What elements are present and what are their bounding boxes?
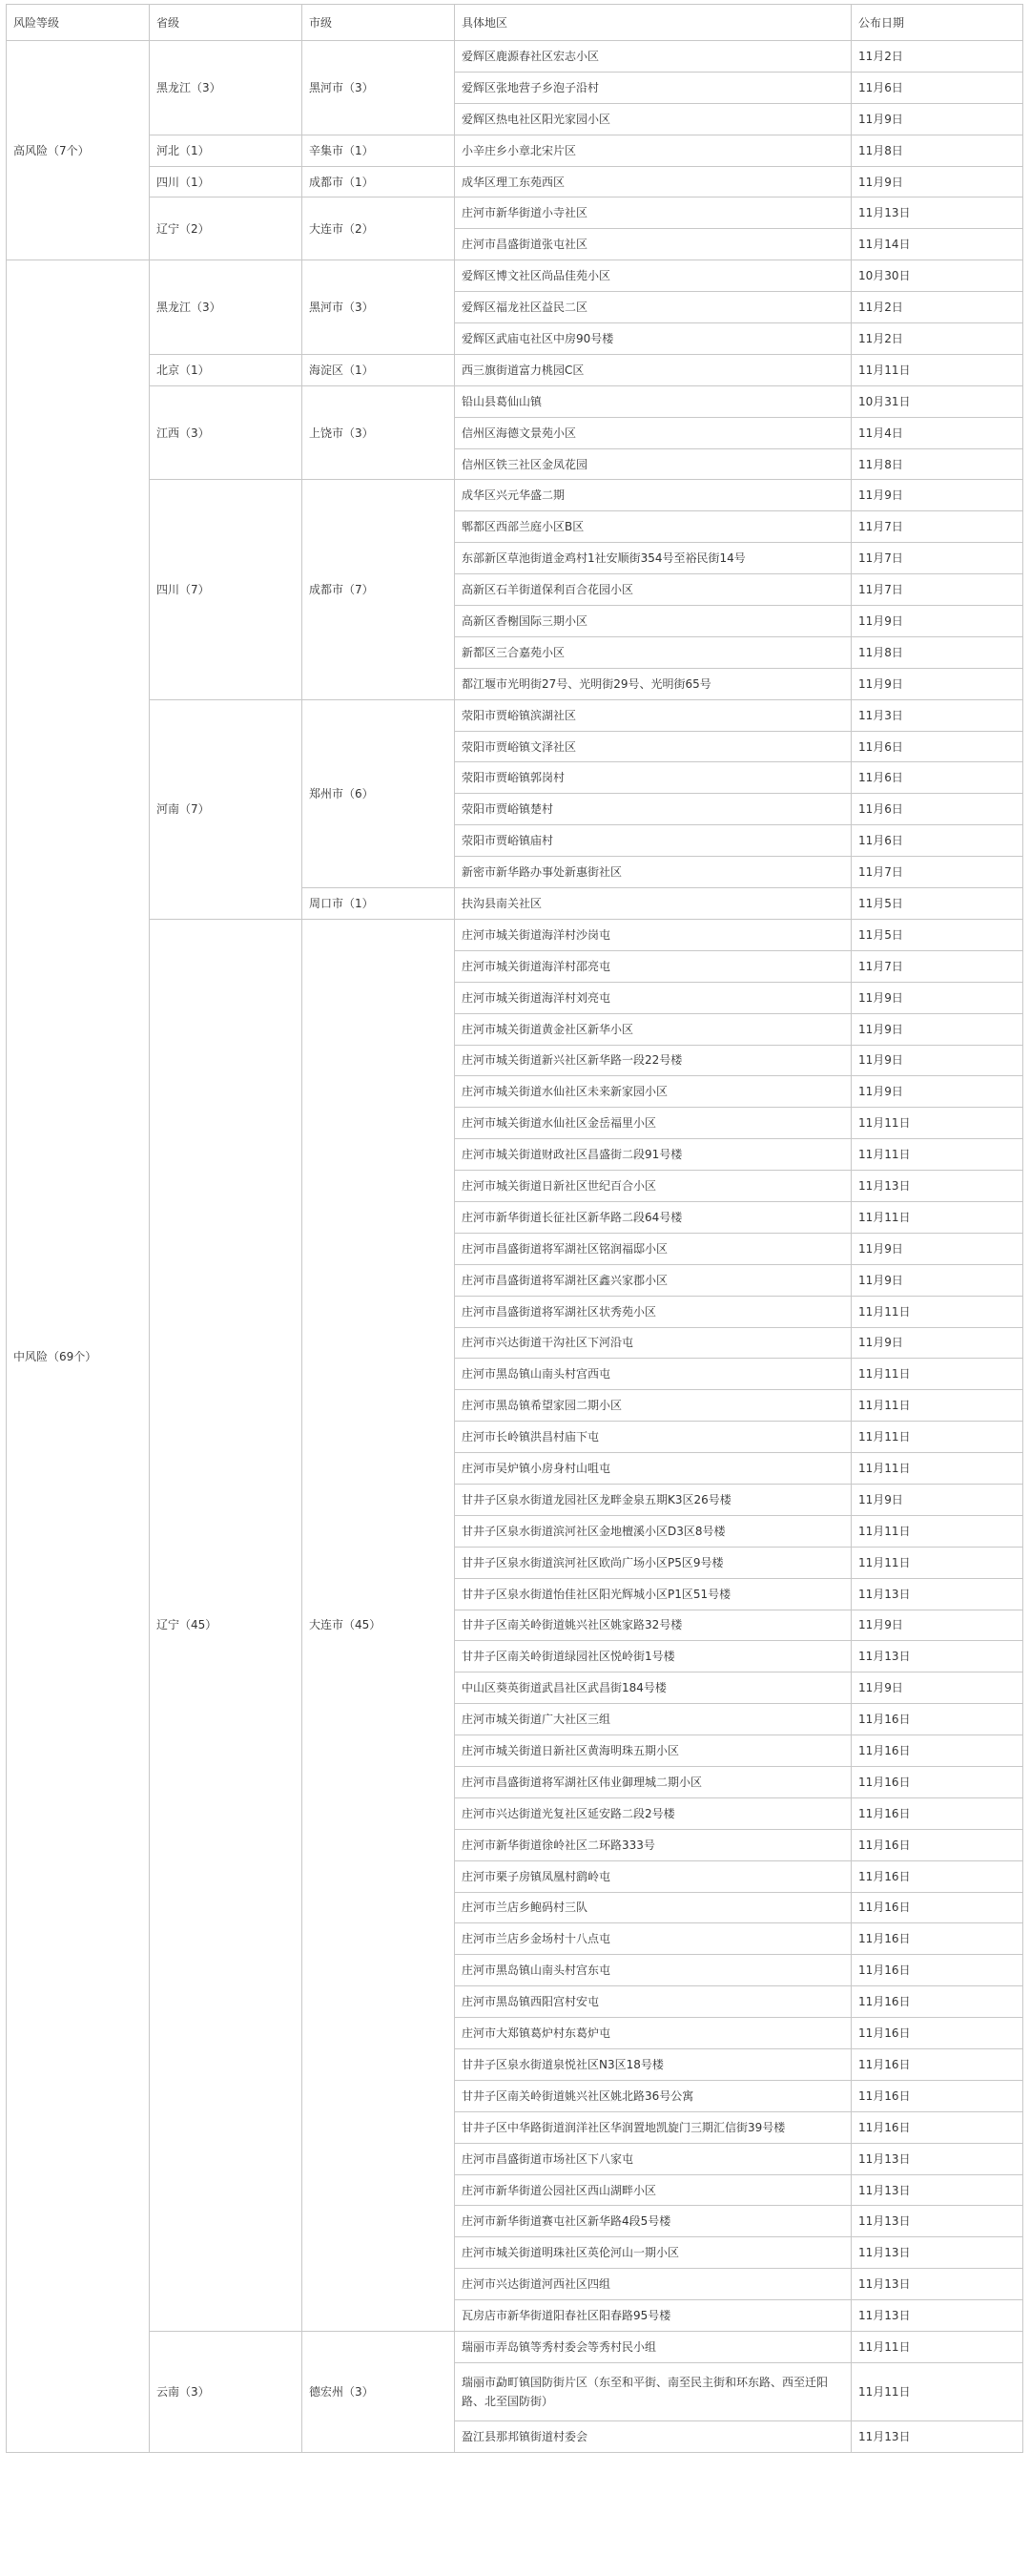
table-row (7, 385, 1023, 417)
area-cell: 西三旗街道富力桃园C区 (455, 354, 852, 385)
area-cell: 庄河市城关街道海洋村刘亮屯 (455, 982, 852, 1013)
date-cell: 11月16日 (852, 1829, 1023, 1860)
area-cell: 高新区香榭国际三期小区 (455, 606, 852, 637)
city-cell: 大连市（45） (302, 919, 455, 2331)
table-row (7, 480, 1023, 511)
city-cell: 黑河市（3） (302, 260, 455, 355)
header-date: 公布日期 (852, 5, 1023, 41)
date-cell: 11月16日 (852, 1892, 1023, 1923)
date-cell: 11月9日 (852, 606, 1023, 637)
date-cell: 11月11日 (852, 1108, 1023, 1139)
area-cell: 扶沟县南关社区 (455, 888, 852, 920)
area-cell: 爱辉区武庙屯社区中房90号楼 (455, 323, 852, 355)
date-cell: 11月11日 (852, 1547, 1023, 1578)
area-cell: 甘井子区泉水街道怡佳社区阳光辉城小区P1区51号楼 (455, 1578, 852, 1610)
date-cell: 11月16日 (852, 2049, 1023, 2081)
date-cell: 11月7日 (852, 857, 1023, 888)
area-cell: 庄河市城关街道广大社区三组 (455, 1704, 852, 1735)
date-cell: 11月13日 (852, 1641, 1023, 1672)
area-cell: 荥阳市贾峪镇楚村 (455, 794, 852, 825)
date-cell: 11月9日 (852, 668, 1023, 699)
area-cell: 庄河市昌盛街道将军湖社区鑫兴家郡小区 (455, 1264, 852, 1296)
table-row (7, 260, 1023, 292)
area-cell: 庄河市黑岛镇山南头村宫东屯 (455, 1955, 852, 1986)
area-cell: 都江堰市光明街27号、光明街29号、光明街65号 (455, 668, 852, 699)
area-cell: 荥阳市贾峪镇文泽社区 (455, 731, 852, 762)
date-cell: 11月11日 (852, 1515, 1023, 1547)
province-cell: 云南（3） (150, 2332, 302, 2453)
area-cell: 庄河市黑岛镇山南头村宫西屯 (455, 1359, 852, 1390)
area-cell: 庄河市城关街道水仙社区未来新家园小区 (455, 1076, 852, 1108)
area-cell: 庄河市城关街道日新社区黄海明珠五期小区 (455, 1735, 852, 1767)
area-cell: 庄河市新华街道长征社区新华路二段64号楼 (455, 1201, 852, 1233)
date-cell: 11月7日 (852, 543, 1023, 574)
date-cell: 11月11日 (852, 2332, 1023, 2363)
area-cell: 中山区葵英街道武昌社区武昌街184号楼 (455, 1672, 852, 1704)
area-cell: 庄河市栗子房镇凤凰村鹞岭屯 (455, 1860, 852, 1892)
date-cell: 10月31日 (852, 385, 1023, 417)
city-cell: 德宏州（3） (302, 2332, 455, 2453)
date-cell: 11月16日 (852, 1986, 1023, 2018)
date-cell: 11月13日 (852, 1578, 1023, 1610)
date-cell: 11月9日 (852, 480, 1023, 511)
area-cell: 甘井子区泉水街道滨河社区金地檀溪小区D3区8号楼 (455, 1515, 852, 1547)
area-cell: 庄河市昌盛街道将军湖社区状秀苑小区 (455, 1296, 852, 1327)
area-cell: 盈江县那邦镇街道村委会 (455, 2420, 852, 2452)
date-cell: 11月11日 (852, 1453, 1023, 1485)
date-cell: 11月5日 (852, 888, 1023, 920)
table-row (7, 166, 1023, 197)
header-city: 市级 (302, 5, 455, 41)
date-cell: 11月9日 (852, 982, 1023, 1013)
date-cell: 11月7日 (852, 950, 1023, 982)
date-cell: 11月13日 (852, 2420, 1023, 2452)
area-cell: 庄河市新华街道公园社区西山湖畔小区 (455, 2174, 852, 2206)
date-cell: 11月11日 (852, 1359, 1023, 1390)
province-cell: 江西（3） (150, 385, 302, 480)
province-cell: 黑龙江（3） (150, 260, 302, 355)
area-cell: 庄河市大郑镇葛炉村东葛炉屯 (455, 2018, 852, 2049)
area-cell: 庄河市新华街道徐岭社区二环路333号 (455, 1829, 852, 1860)
date-cell: 11月6日 (852, 794, 1023, 825)
date-cell: 11月6日 (852, 825, 1023, 857)
area-cell: 爱辉区鹿源春社区宏志小区 (455, 41, 852, 73)
date-cell: 11月2日 (852, 292, 1023, 323)
area-cell: 庄河市城关街道海洋村沙岗屯 (455, 919, 852, 950)
date-cell: 11月16日 (852, 2018, 1023, 2049)
province-cell: 四川（1） (150, 166, 302, 197)
date-cell: 11月14日 (852, 229, 1023, 260)
date-cell: 11月9日 (852, 1484, 1023, 1515)
date-cell: 11月13日 (852, 2174, 1023, 2206)
area-cell: 甘井子区泉水街道泉悦社区N3区18号楼 (455, 2049, 852, 2081)
city-cell: 成都市（1） (302, 166, 455, 197)
date-cell: 11月13日 (852, 2143, 1023, 2174)
area-cell: 瑞丽市勐町镇国防街片区（东至和平街、南至民主街和环东路、西至迁阳路、北至国防街） (455, 2362, 852, 2420)
date-cell: 11月13日 (852, 2300, 1023, 2332)
date-cell: 11月11日 (852, 2362, 1023, 2420)
date-cell: 11月6日 (852, 731, 1023, 762)
area-cell: 信州区海德文景苑小区 (455, 417, 852, 448)
area-cell: 成华区兴元华盛二期 (455, 480, 852, 511)
area-cell: 庄河市城关街道明珠社区英伦河山一期小区 (455, 2237, 852, 2269)
area-cell: 庄河市昌盛街道张屯社区 (455, 229, 852, 260)
risk-area-table (6, 4, 1023, 2453)
area-cell: 新都区三合嘉苑小区 (455, 636, 852, 668)
city-cell: 周口市（1） (302, 888, 455, 920)
area-cell: 甘井子区泉水街道龙园社区龙畔金泉五期K3区26号楼 (455, 1484, 852, 1515)
table-row (7, 197, 1023, 229)
date-cell: 11月8日 (852, 636, 1023, 668)
area-cell: 庄河市城关街道新兴社区新华路一段22号楼 (455, 1045, 852, 1076)
header-row (7, 5, 1023, 41)
area-cell: 信州区铁三社区金凤花园 (455, 448, 852, 480)
province-cell: 辽宁（2） (150, 197, 302, 260)
area-cell: 甘井子区南关岭街道绿园社区悦岭街1号楼 (455, 1641, 852, 1672)
area-cell: 庄河市昌盛街道将军湖社区伟业御理城二期小区 (455, 1766, 852, 1797)
city-cell: 成都市（7） (302, 480, 455, 699)
date-cell: 11月11日 (852, 354, 1023, 385)
area-cell: 荥阳市贾峪镇滨湖社区 (455, 699, 852, 731)
area-cell: 小辛庄乡小章北宋片区 (455, 135, 852, 166)
date-cell: 11月8日 (852, 448, 1023, 480)
area-cell: 甘井子区南关岭街道姚兴社区姚北路36号公寓 (455, 2080, 852, 2111)
header-risk-level: 风险等级 (7, 5, 150, 41)
area-cell: 庄河市兴达街道光复社区延安路二段2号楼 (455, 1797, 852, 1829)
table-row (7, 135, 1023, 166)
date-cell: 11月8日 (852, 135, 1023, 166)
date-cell: 11月13日 (852, 2237, 1023, 2269)
area-cell: 庄河市昌盛街道市场社区下八家屯 (455, 2143, 852, 2174)
date-cell: 11月16日 (852, 1735, 1023, 1767)
area-cell: 庄河市黑岛镇西阳宫村安屯 (455, 1986, 852, 2018)
area-cell: 铅山县葛仙山镇 (455, 385, 852, 417)
date-cell: 11月7日 (852, 574, 1023, 606)
date-cell: 11月9日 (852, 103, 1023, 135)
date-cell: 11月9日 (852, 1672, 1023, 1704)
area-cell: 爱辉区福龙社区益民二区 (455, 292, 852, 323)
area-cell: 庄河市城关街道黄金社区新华小区 (455, 1013, 852, 1045)
area-cell: 庄河市兴达街道干沟社区下河沿屯 (455, 1327, 852, 1359)
date-cell: 11月16日 (852, 1860, 1023, 1892)
area-cell: 庄河市兴达街道河西社区四组 (455, 2269, 852, 2300)
area-cell: 庄河市兰店乡鲍码村三队 (455, 1892, 852, 1923)
province-cell: 四川（7） (150, 480, 302, 699)
date-cell: 11月16日 (852, 2111, 1023, 2143)
province-cell: 河北（1） (150, 135, 302, 166)
province-cell: 河南（7） (150, 699, 302, 919)
date-cell: 11月5日 (852, 919, 1023, 950)
risk-level-cell: 中风险（69个） (7, 260, 150, 2453)
table-row (7, 919, 1023, 950)
area-cell: 甘井子区南关岭街道姚兴社区姚家路32号楼 (455, 1610, 852, 1641)
date-cell: 11月13日 (852, 197, 1023, 229)
area-cell: 庄河市兰店乡金场村十八点屯 (455, 1923, 852, 1955)
date-cell: 11月11日 (852, 1390, 1023, 1422)
date-cell: 11月16日 (852, 1955, 1023, 1986)
header-province: 省级 (150, 5, 302, 41)
area-cell: 甘井子区中华路街道润洋社区华润置地凯旋门三期汇信街39号楼 (455, 2111, 852, 2143)
date-cell: 11月13日 (852, 2206, 1023, 2237)
area-cell: 庄河市城关街道日新社区世纪百合小区 (455, 1171, 852, 1202)
date-cell: 11月16日 (852, 2080, 1023, 2111)
city-cell: 黑河市（3） (302, 41, 455, 135)
date-cell: 11月6日 (852, 762, 1023, 794)
date-cell: 11月9日 (852, 1076, 1023, 1108)
date-cell: 11月9日 (852, 1327, 1023, 1359)
date-cell: 11月11日 (852, 1422, 1023, 1453)
city-cell: 上饶市（3） (302, 385, 455, 480)
area-cell: 爱辉区张地营子乡泡子沿村 (455, 72, 852, 103)
city-cell: 郑州市（6） (302, 699, 455, 887)
province-cell: 北京（1） (150, 354, 302, 385)
area-cell: 荥阳市贾峪镇庙村 (455, 825, 852, 857)
area-cell: 庄河市新华街道小寺社区 (455, 197, 852, 229)
area-cell: 荥阳市贾峪镇郭岗村 (455, 762, 852, 794)
area-cell: 爱辉区博文社区尚品佳苑小区 (455, 260, 852, 292)
date-cell: 11月3日 (852, 699, 1023, 731)
area-cell: 庄河市黑岛镇希望家园二期小区 (455, 1390, 852, 1422)
area-cell: 成华区理工东苑西区 (455, 166, 852, 197)
city-cell: 辛集市（1） (302, 135, 455, 166)
table-row (7, 41, 1023, 73)
province-cell: 黑龙江（3） (150, 41, 302, 135)
province-cell: 辽宁（45） (150, 919, 302, 2331)
area-cell: 瑞丽市弄岛镇等秀村委会等秀村民小组 (455, 2332, 852, 2363)
date-cell: 11月9日 (852, 1233, 1023, 1264)
date-cell: 11月13日 (852, 1171, 1023, 1202)
table-row (7, 699, 1023, 731)
area-cell: 新密市新华路办事处新惠街社区 (455, 857, 852, 888)
date-cell: 11月9日 (852, 1013, 1023, 1045)
date-cell: 11月6日 (852, 72, 1023, 103)
date-cell: 11月16日 (852, 1704, 1023, 1735)
area-cell: 庄河市城关街道海洋村邵亮屯 (455, 950, 852, 982)
risk-level-cell: 高风险（7个） (7, 41, 150, 260)
date-cell: 11月11日 (852, 1201, 1023, 1233)
date-cell: 11月2日 (852, 41, 1023, 73)
table-row (7, 354, 1023, 385)
area-cell: 爱辉区热电社区阳光家园小区 (455, 103, 852, 135)
city-cell: 大连市（2） (302, 197, 455, 260)
date-cell: 10月30日 (852, 260, 1023, 292)
area-cell: 高新区石羊街道保利百合花园小区 (455, 574, 852, 606)
date-cell: 11月11日 (852, 1296, 1023, 1327)
area-cell: 郫都区西部兰庭小区B区 (455, 511, 852, 543)
header-area: 具体地区 (455, 5, 852, 41)
area-cell: 庄河市城关街道财政社区昌盛街二段91号楼 (455, 1139, 852, 1171)
date-cell: 11月9日 (852, 1264, 1023, 1296)
date-cell: 11月7日 (852, 511, 1023, 543)
area-cell: 庄河市昌盛街道将军湖社区铭润福邸小区 (455, 1233, 852, 1264)
area-cell: 庄河市城关街道水仙社区金岳福里小区 (455, 1108, 852, 1139)
area-cell: 甘井子区泉水街道滨河社区欧尚广场小区P5区9号楼 (455, 1547, 852, 1578)
area-cell: 瓦房店市新华街道阳春社区阳春路95号楼 (455, 2300, 852, 2332)
area-cell: 庄河市长岭镇洪昌村庙下屯 (455, 1422, 852, 1453)
area-cell: 庄河市新华街道赛屯社区新华路4段5号楼 (455, 2206, 852, 2237)
date-cell: 11月9日 (852, 1610, 1023, 1641)
date-cell: 11月16日 (852, 1797, 1023, 1829)
area-cell: 东部新区草池街道金鸡村1社安顺街354号至裕民街14号 (455, 543, 852, 574)
date-cell: 11月13日 (852, 2269, 1023, 2300)
date-cell: 11月9日 (852, 1045, 1023, 1076)
date-cell: 11月16日 (852, 1923, 1023, 1955)
date-cell: 11月16日 (852, 1766, 1023, 1797)
table-row (7, 2332, 1023, 2363)
date-cell: 11月2日 (852, 323, 1023, 355)
date-cell: 11月9日 (852, 166, 1023, 197)
city-cell: 海淀区（1） (302, 354, 455, 385)
date-cell: 11月4日 (852, 417, 1023, 448)
area-cell: 庄河市吴炉镇小房身村山咀屯 (455, 1453, 852, 1485)
date-cell: 11月11日 (852, 1139, 1023, 1171)
